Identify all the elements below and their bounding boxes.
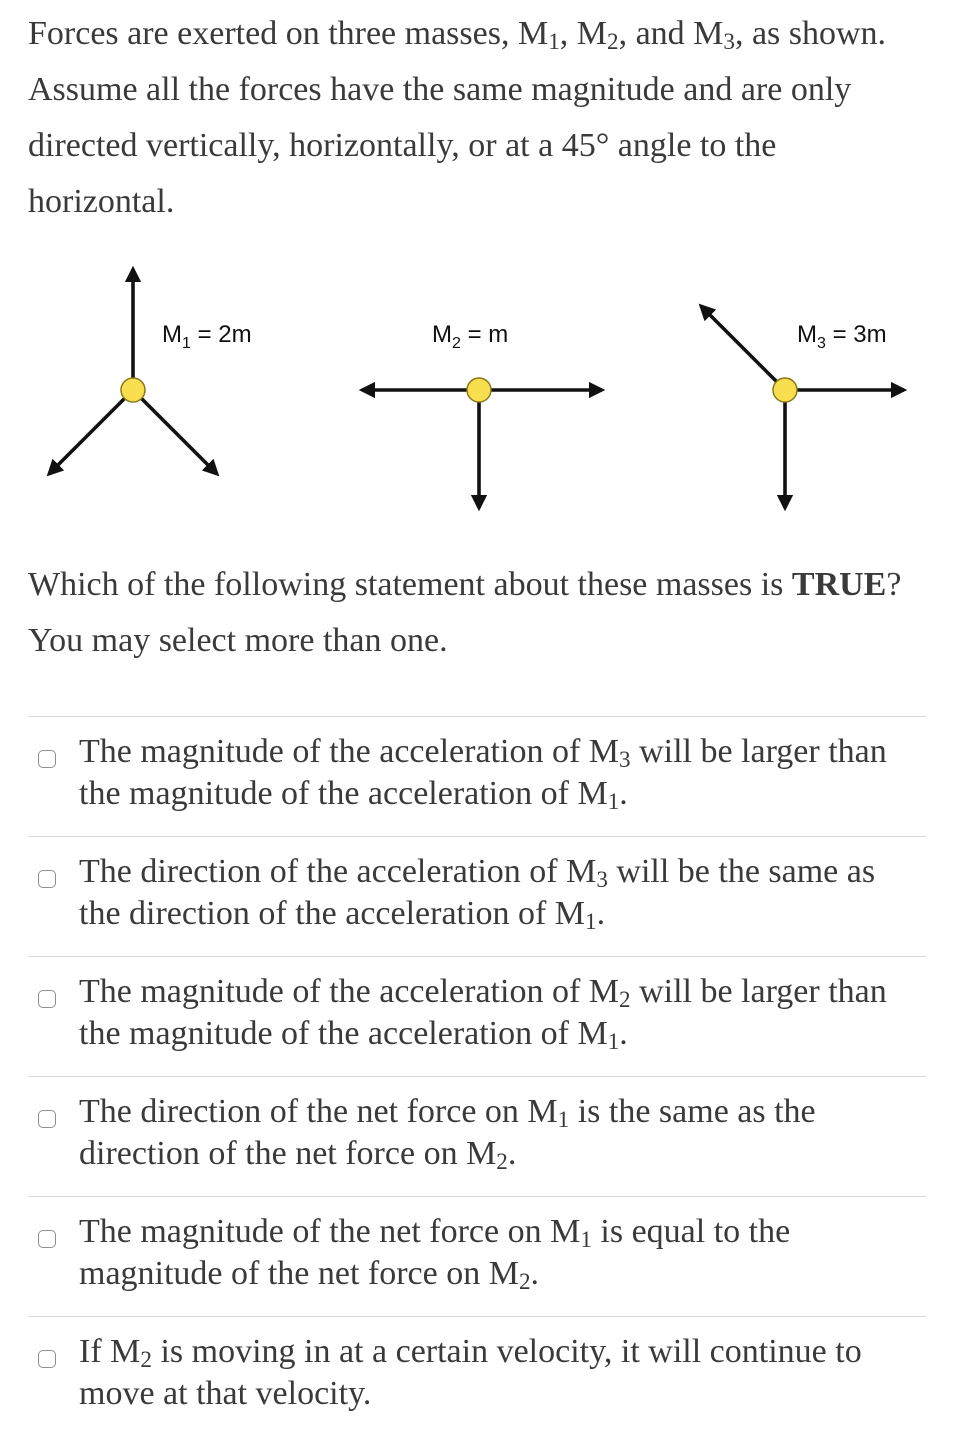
- problem-statement: [28, 6, 928, 230]
- answer-option-1[interactable]: [28, 716, 926, 836]
- mass-1-dot: [121, 378, 145, 402]
- answer-option-3[interactable]: [28, 956, 926, 1076]
- mass-3-dot: [773, 378, 797, 402]
- answer-option-label: If $M_2$ is moving in at a certain velocity, it will continue to move at that velocity.: [79, 1333, 862, 1412]
- force-arrow-down-left-icon: [49, 390, 133, 474]
- intro-text: , as shown. Assume all the forces have the same magnitude and are only directed vertically, horizontally, or at a 45° angle to the horizontal.: [28, 15, 887, 220]
- question-emphasis: TRUE: [791, 566, 887, 603]
- answer-option-label: The magnitude of the acceleration of $M_2$ will be larger than the magnitude of the acceleration of $M_1$.: [79, 973, 887, 1056]
- checkbox-icon[interactable]: [38, 1110, 56, 1128]
- question-text: ? You may select more than one.: [28, 566, 902, 659]
- mass-1-label: $M_1 = 2m$: [162, 321, 252, 352]
- answer-option-4[interactable]: [28, 1076, 926, 1196]
- checkbox-icon[interactable]: [38, 1230, 56, 1248]
- answer-option-label: The magnitude of the acceleration of $M_3$ will be larger than the magnitude of the acceleration of $M_1$.: [79, 733, 887, 816]
- checkbox-icon[interactable]: [38, 750, 56, 768]
- intro-text: , M: [559, 15, 607, 52]
- mass-2-label: $M_2 = m$: [432, 321, 509, 352]
- answer-option-label: The direction of the net force on $M_1$ is the same as the direction of the net force on $M_2$.: [79, 1093, 816, 1176]
- answer-option-5[interactable]: [28, 1196, 926, 1316]
- answer-option-2[interactable]: [28, 836, 926, 956]
- intro-subscript: 3: [723, 29, 735, 56]
- mass-3-label: $M_3 = 3m$: [797, 321, 887, 352]
- mass-3-group: [701, 306, 904, 508]
- mass-1-group: [49, 269, 252, 474]
- intro-text: Forces are exerted on three masses, M: [28, 15, 549, 52]
- force-arrow-up-left-icon: [701, 306, 785, 390]
- force-arrow-down-right-icon: [133, 390, 217, 474]
- mass-2-group: [362, 321, 602, 508]
- question-text: Which of the following statement about these masses is: [28, 566, 792, 603]
- force-diagram: [0, 255, 962, 515]
- answer-option-label: The direction of the acceleration of $M_3$ will be the same as the direction of the acceleration of $M_1$.: [79, 853, 876, 936]
- checkbox-icon[interactable]: [38, 1350, 56, 1368]
- checkbox-icon[interactable]: [38, 870, 56, 888]
- mass-2-dot: [467, 378, 491, 402]
- intro-subscript: 2: [607, 29, 619, 56]
- intro-subscript: 1: [548, 29, 560, 56]
- answer-option-6[interactable]: [28, 1316, 926, 1436]
- question-prompt: [28, 557, 928, 669]
- answer-option-label: The magnitude of the net force on $M_1$ is equal to the magnitude of the net force on $M_2$.: [79, 1213, 791, 1296]
- force-diagram-svg: [0, 255, 962, 515]
- checkbox-icon[interactable]: [38, 990, 56, 1008]
- intro-text: , and M: [618, 15, 724, 52]
- answer-options-list: [28, 716, 926, 1436]
